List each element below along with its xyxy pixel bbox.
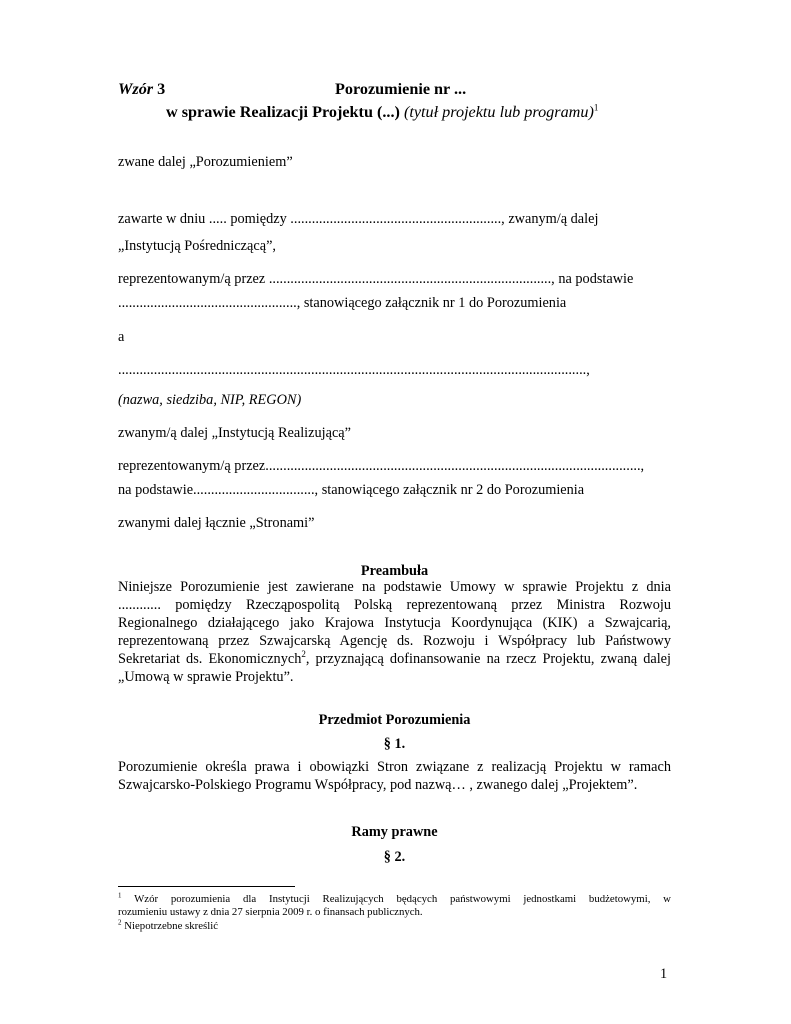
footnote-1-mark: 1 (118, 891, 122, 900)
paragraph-2-mark: § 2. (383, 849, 406, 865)
intro-instytucja-posredniczaca: „Instytucją Pośredniczącą”, (118, 238, 276, 254)
template-number: 3 (157, 80, 166, 98)
footnote-2-mark: 2 (118, 918, 122, 927)
przedmiot-paragraph (118, 758, 671, 794)
footnote-1-line-1 (118, 893, 671, 906)
ramy-heading: Ramy prawne (351, 824, 438, 840)
template-label-word: Wzór (118, 80, 154, 98)
intro-stronami: zwanymi dalej łącznie „Stronami” (118, 515, 315, 531)
przedmiot-line: Szwajcarsko-Polskiego Programu Współpracy, pod nazwą… , zwanego dalej „Projektem”. (118, 777, 638, 794)
intro-podstawie-1: .................................................., stanowiącego załącznik nr 1 do Porozumienia (118, 295, 567, 311)
preambula-paragraph (118, 578, 671, 687)
preambula-line-5b: , przyznającą dofinansowanie na rzecz Projektu, zwaną dalej (305, 651, 671, 668)
footnote-1 (118, 893, 671, 919)
intro-dots-line: ..................................................................................................................................., (118, 362, 590, 378)
preambula-line-5a: Sekretariat ds. Ekonomicznych (118, 651, 302, 668)
agreement-subtitle (166, 102, 598, 122)
preambula-line: „Umową w sprawie Projektu”. (118, 669, 294, 686)
subtitle-bold: w sprawie Realizacji Projektu (...) (166, 103, 400, 121)
agreement-title: Porozumienie nr ... (335, 80, 467, 98)
footnote-2 (118, 920, 671, 933)
footnote-1-line-2: rozumieniu ustawy z dnia 27 sierpnia 2009 r. o finansach publicznych. (118, 906, 423, 918)
przedmiot-line: Porozumienie określa prawa i obowiązki Stron związane z realizacją Projektu w ramach (118, 759, 671, 775)
preambula-line: reprezentowaną przez Szwajcarską Agencję ds. Rozwoju i Współpracy lub Państwowy (118, 633, 671, 650)
footnote-1-text-1: Wzór porozumienia dla Instytucji Realizujących będących państwowymi jednostkami budżetowymi, w (134, 893, 671, 905)
intro-reprezentowanym-2: reprezentowanym/ą przez........................................................................................................., (118, 458, 645, 474)
preambula-line: Niniejsze Porozumienie jest zawierane na podstawie Umowy w sprawie Projektu z dnia (118, 579, 671, 595)
preambula-line: Regionalnego działającego jako Krajowa Instytucja Koordynująca (KIK) a Szwajcarią, (118, 615, 671, 632)
preambula-heading: Preambuła (360, 563, 429, 579)
footnote-separator (118, 886, 295, 887)
footnote-2-text: Niepotrzebne skreślić (124, 920, 219, 932)
intro-zwane: zwane dalej „Porozumieniem” (118, 154, 293, 170)
przedmiot-heading: Przedmiot Porozumienia (318, 712, 471, 728)
page-number: 1 (660, 966, 668, 982)
footnote-ref-1: 1 (593, 102, 599, 113)
subtitle-italic: (tytuł projektu lub programu) (403, 103, 594, 121)
intro-reprezentowanym-1: reprezentowanym/ą przez ..............................................................................., na podstawie (118, 271, 634, 287)
intro-nazwa-note: (nazwa, siedziba, NIP, REGON) (118, 392, 302, 408)
intro-zawarte: zawarte w dniu ..... pomiędzy ..........................................................., zwanym/ą dalej (118, 211, 599, 227)
preambula-line: ............ pomiędzy Rzecząpospolitą Polską reprezentowaną przez Ministra Rozwoju (118, 597, 671, 614)
footnote-ref-2: 2 (301, 649, 306, 660)
preambula-line-5 (118, 650, 671, 668)
footnote-2-line (118, 920, 671, 933)
template-label (118, 79, 165, 99)
paragraph-1-mark: § 1. (383, 736, 406, 752)
intro-podstawie-2: na podstawie.................................., stanowiącego załącznik nr 2 do Porozumienia (118, 482, 585, 498)
intro-instytucja-realizujaca: zwanym/ą dalej „Instytucją Realizującą” (118, 425, 352, 441)
intro-a: a (118, 329, 125, 345)
